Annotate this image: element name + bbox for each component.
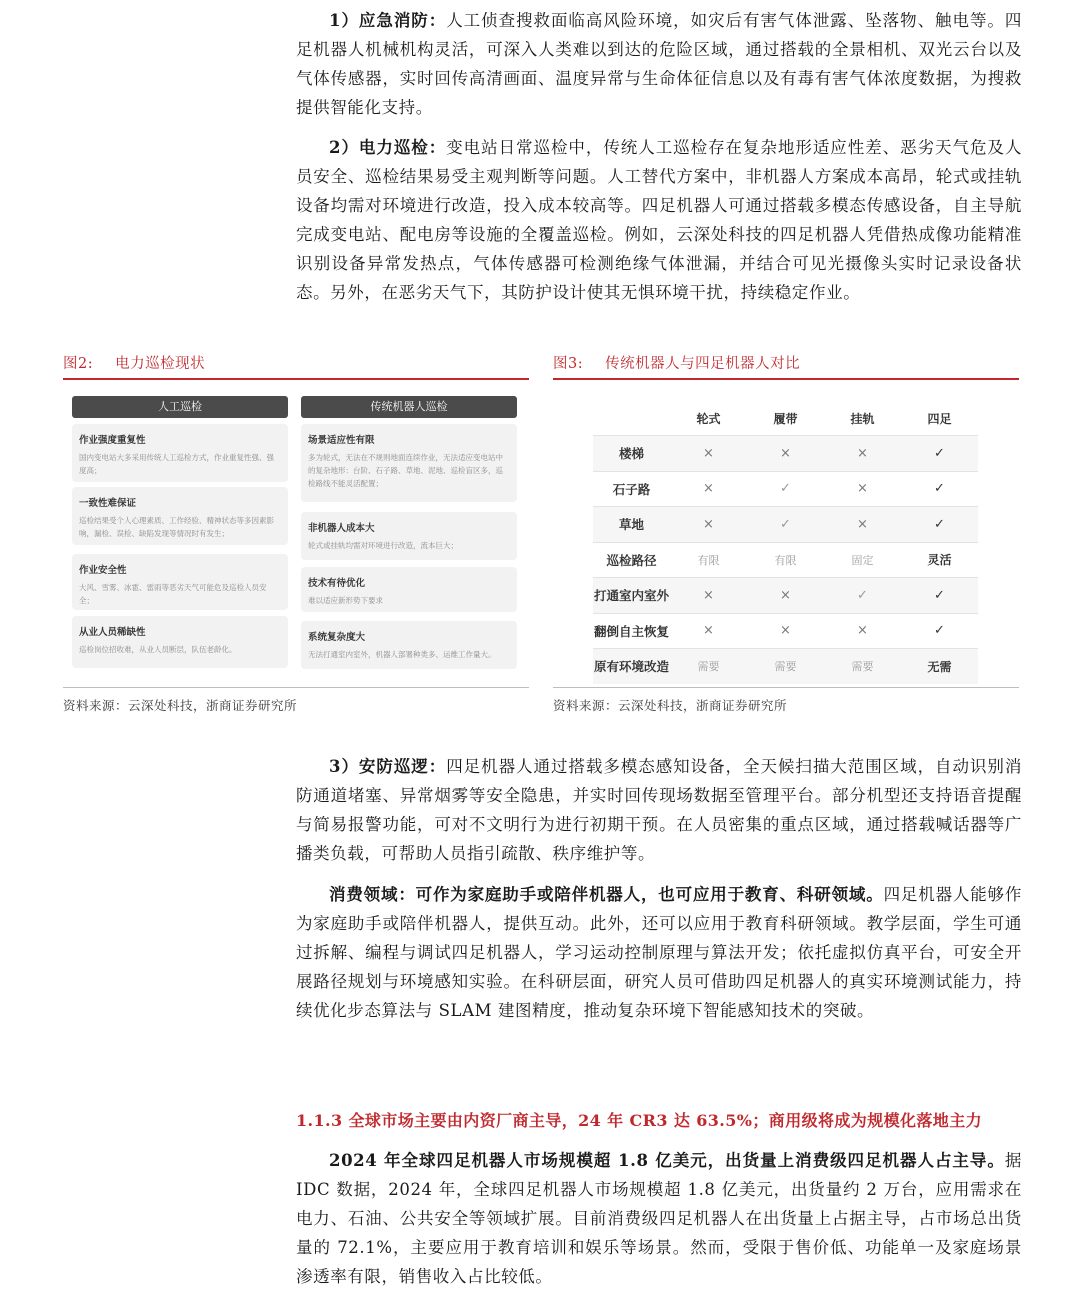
card-desc: 轮式或挂轨均需对环境进行改造，流本巨大； (308, 541, 458, 550)
cross-icon: × (670, 578, 747, 614)
paragraph-lead: 3）安防巡逻： (329, 757, 447, 776)
paragraph-text: 人工侦查搜救面临高风险环境，如灾后有害气体泄露、坠落物、触电等。四足机器人机械机构灵活，可深入人类难以到达的危险区域，通过搭载的全景相机、双光云台以及气体传感器，实时回传高清画面、温度异常与生命体征信息以及有毒有害气体浓度数据，为搜救提供智能化支持。 (296, 11, 1022, 117)
paragraph-market-size (296, 1146, 1022, 1291)
table-row (593, 471, 978, 507)
comparison-table (593, 402, 978, 684)
check-icon: ✓ (747, 507, 824, 543)
row-label: 石子路 (593, 471, 670, 507)
table-row (593, 542, 978, 578)
card-title: 作业安全性 (79, 565, 127, 576)
table-cell: 需要 (824, 649, 901, 684)
card-desc: 巡检岗位招收难，从业人员断层，队伍老龄化。 (79, 645, 237, 654)
table-row (593, 436, 978, 472)
robot-card (301, 512, 517, 560)
figure-3-title (553, 352, 800, 373)
card-desc: 巡检结果受个人心理素质、工作经验、精神状态等多因素影响，漏检、误检、缺陷发现等情况时有发生； (79, 516, 274, 538)
cross-icon: × (670, 613, 747, 649)
cross-icon: × (670, 471, 747, 507)
column-header: 轮式 (696, 412, 721, 426)
paragraph-power-inspection (296, 133, 1022, 307)
figure-2-rule (63, 378, 529, 380)
table-cell: 需要 (670, 649, 747, 684)
card-title: 从业人员稀缺性 (79, 627, 146, 638)
card-title: 技术有待优化 (308, 578, 366, 589)
card-desc: 多为轮式，无法在不规则地面连续作业，无法适应变电站中的复杂地形：台阶、石子路、草地、泥地、巡检盲区多，巡检路线不能灵活配置； (308, 453, 503, 488)
table-cell: 有限 (670, 542, 747, 578)
table-cell: 无需 (901, 649, 978, 684)
corner-cell (593, 402, 670, 436)
check-icon: ✓ (824, 578, 901, 614)
figure-2-diagram (63, 384, 529, 684)
cross-icon: × (670, 507, 747, 543)
table-cell: 有限 (747, 542, 824, 578)
robot-card (301, 424, 517, 502)
figure-label: 图3: (553, 356, 584, 372)
table-row (593, 613, 978, 649)
check-icon: ✓ (747, 471, 824, 507)
paragraph-emergency-fire (296, 6, 1022, 122)
cross-icon: × (824, 471, 901, 507)
column-header: 挂轨 (850, 412, 875, 426)
row-label: 楼梯 (593, 436, 670, 472)
section-heading: 1.1.3 全球市场主要由内资厂商主导，24 年 CR3 达 63.5%；商用级将成为规模化落地主力 (296, 1111, 982, 1130)
check-icon: ✓ (901, 507, 978, 543)
table-cell: 需要 (747, 649, 824, 684)
paragraph-security-patrol (296, 752, 1022, 868)
figure-3-rule (553, 378, 1019, 380)
card-desc: 无法打通室内室外，机器人部署种类多、运维工作量大。 (308, 650, 496, 659)
figure-caption: 传统机器人与四足机器人对比 (605, 356, 801, 372)
figure-label: 图2: (63, 356, 94, 372)
paragraph-text: 据 IDC 数据，2024 年，全球四足机器人市场规模超 1.8 亿美元，出货量约 2 万台，应用需求在电力、石油、公共安全等领域扩展。目前消费级四足机器人在出货量上占据主导，占市场总出货量的 72.1%，主要应用于教育培训和娱乐等场景。然而，受限于售价低、功能单一及家庭场景渗透率有限，销售收入占比较低。 (296, 1151, 1022, 1286)
cross-icon: × (670, 436, 747, 472)
check-icon: ✓ (901, 613, 978, 649)
table-header-row (593, 402, 978, 436)
table-row (593, 649, 978, 684)
card-desc: 难以适应新形势下要求 (308, 596, 383, 605)
paragraph-text: 四足机器人通过搭载多模态感知设备，全天候扫描大范围区域，自动识别消防通道堵塞、异常烟雾等安全隐患，并实时回传现场数据至管理平台。部分机型还支持语音提醒与简易报警功能，可对不文明行为进行初期干预。在人员密集的重点区域，通过搭载喊话器等广播类负载，可帮助人员指引疏散、秩序维护等。 (296, 757, 1022, 863)
row-label: 打通室内室外 (593, 578, 670, 614)
paragraph-lead: 1）应急消防： (329, 11, 447, 30)
cross-icon: × (747, 578, 824, 614)
paragraph-text: 四足机器人能够作为家庭助手或陪伴机器人，提供互动。此外，还可以应用于教育科研领域。教学层面，学生可通过拆解、编程与调试四足机器人，学习运动控制原理与算法开发；依托虚拟仿真平台，可安全开展路径规划与环境感知实验。在科研层面，研究人员可借助四足机器人的真实环境测试能力，持续优化步态算法与 SLAM 建图精度，推动复杂环境下智能感知技术的突破。 (296, 885, 1022, 1020)
paragraph-lead: 2）电力巡检： (329, 138, 447, 157)
cross-icon: × (824, 436, 901, 472)
table-cell: 灵活 (901, 542, 978, 578)
paragraph-text: 变电站日常巡检中，传统人工巡检存在复杂地形适应性差、恶劣天气危及人员安全、巡检结果易受主观判断等问题。人工替代方案中，非机器人方案成本高昂，轮式或挂轨设备均需对环境进行改造，投入成本较高等。四足机器人可通过搭载多模态传感设备，自主导航完成变电站、配电房等设施的全覆盖巡检。例如，云深处科技的四足机器人凭借热成像功能精准识别设备异常发热点，气体传感器可检测绝缘气体泄漏，并结合可见光摄像头实时记录设备状态。另外，在恶劣天气下，其防护设计使其无惧环境干扰，持续稳定作业。 (296, 138, 1022, 302)
paragraph-lead: 消费领域：可作为家庭助手或陪伴机器人，也可应用于教育、科研领域。 (329, 885, 884, 904)
figure-3-comparison (553, 384, 1019, 684)
row-label: 草地 (593, 507, 670, 543)
figure-3-bottom-rule (553, 687, 1019, 688)
card-title: 非机器人成本大 (308, 523, 375, 534)
figure-2-bottom-rule (63, 687, 529, 688)
cross-icon: × (747, 436, 824, 472)
cross-icon: × (824, 613, 901, 649)
check-icon: ✓ (901, 471, 978, 507)
card-title: 作业强度重复性 (79, 435, 146, 446)
column-header: 四足 (927, 412, 952, 426)
paragraph-consumer (296, 880, 1022, 1025)
card-title: 一致性难保证 (79, 498, 137, 509)
cross-icon: × (824, 507, 901, 543)
manual-card (72, 487, 288, 545)
table-cell: 固定 (824, 542, 901, 578)
figure-3-source: 资料来源：云深处科技，浙商证券研究所 (553, 698, 788, 713)
card-title: 场景适应性有限 (308, 435, 375, 446)
figure-2-source: 资料来源：云深处科技，浙商证券研究所 (63, 698, 298, 713)
card-desc: 大风、雪雾、冰雹、雷雨等恶劣天气可能危及巡检人员安全； (79, 583, 267, 605)
table-row (593, 507, 978, 543)
card-title: 系统复杂度大 (308, 632, 366, 643)
check-icon: ✓ (901, 578, 978, 614)
figure-2-title (63, 352, 205, 373)
robot-card (301, 621, 517, 669)
manual-card (72, 554, 288, 610)
row-label: 原有环境改造 (593, 649, 670, 684)
cross-icon: × (747, 613, 824, 649)
paragraph-lead: 2024 年全球四足机器人市场规模超 1.8 亿美元，出货量上消费级四足机器人占主导。 (329, 1151, 1005, 1170)
table-row (593, 578, 978, 614)
robot-card (301, 567, 517, 612)
card-desc: 国内变电站大多采用传统人工巡检方式，作业重复性强、强度高； (79, 453, 274, 475)
row-label: 翻倒自主恢复 (593, 613, 670, 649)
figure-caption: 电力巡检现状 (115, 356, 206, 372)
manual-card (72, 616, 288, 668)
check-icon: ✓ (901, 436, 978, 472)
manual-card (72, 424, 288, 482)
column-header: 履带 (773, 412, 798, 426)
row-label: 巡检路径 (593, 542, 670, 578)
manual-inspection-header: 人工巡检 (72, 396, 288, 418)
robot-inspection-header: 传统机器人巡检 (301, 396, 517, 418)
